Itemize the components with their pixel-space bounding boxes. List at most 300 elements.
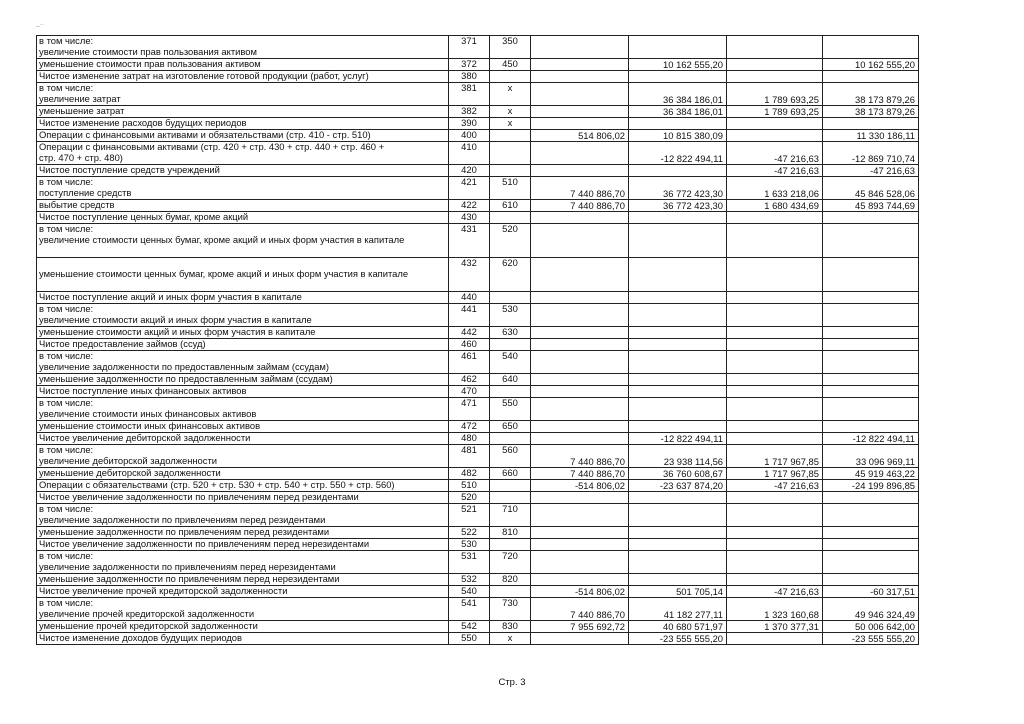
kosgu-code: 810 xyxy=(490,527,531,539)
amount-v1 xyxy=(531,339,629,351)
row-label xyxy=(37,258,449,292)
amount-v3 xyxy=(727,633,823,645)
amount-v1 xyxy=(531,224,629,258)
row-label-line: в том числе: xyxy=(39,303,94,314)
table-row xyxy=(37,224,919,258)
amount-v3: 1 370 377,31 xyxy=(727,621,823,633)
amount-v1 xyxy=(531,83,629,106)
row-label-line: увеличение стоимости иных финансовых активов xyxy=(39,408,257,419)
amount-v1: -514 806,02 xyxy=(531,586,629,598)
amount-v3 xyxy=(727,539,823,551)
amount-v3: -47 216,63 xyxy=(727,586,823,598)
row-label-line: в том числе: xyxy=(39,550,94,561)
table-row xyxy=(37,433,919,445)
amount-v3 xyxy=(727,224,823,258)
amount-v2 xyxy=(629,527,727,539)
amount-v3 xyxy=(727,492,823,504)
kosgu-code: 560 xyxy=(490,445,531,468)
kosgu-code: 610 xyxy=(490,200,531,212)
row-label xyxy=(37,212,449,224)
amount-v4 xyxy=(823,258,919,292)
row-code: 462 xyxy=(449,374,490,386)
table-row xyxy=(37,59,919,71)
row-code: 470 xyxy=(449,386,490,398)
amount-v2: 41 182 277,11 xyxy=(629,598,727,621)
kosgu-code: x xyxy=(490,83,531,106)
amount-v4 xyxy=(823,212,919,224)
amount-v2: 36 772 423,30 xyxy=(629,200,727,212)
kosgu-code: 720 xyxy=(490,551,531,574)
amount-v4: -12 869 710,74 xyxy=(823,142,919,165)
row-code: 521 xyxy=(449,504,490,527)
amount-v4 xyxy=(823,304,919,327)
table-row xyxy=(37,492,919,504)
row-label xyxy=(37,304,449,327)
amount-v3 xyxy=(727,374,823,386)
row-label-line: увеличение затрат xyxy=(39,93,121,104)
amount-v1 xyxy=(531,142,629,165)
row-label-line: уменьшение задолженности по предоставленным займам (ссудам) xyxy=(39,373,333,384)
row-code: 480 xyxy=(449,433,490,445)
row-label-line: Чистое увеличение задолженности по привлечениям перед резидентами xyxy=(39,491,359,502)
row-code: 431 xyxy=(449,224,490,258)
amount-v4 xyxy=(823,574,919,586)
amount-v3 xyxy=(727,258,823,292)
row-label-line: в том числе: xyxy=(39,503,94,514)
amount-v1 xyxy=(531,351,629,374)
row-label-line: в том числе: xyxy=(39,223,94,234)
amount-v2 xyxy=(629,351,727,374)
row-code: 530 xyxy=(449,539,490,551)
amount-v3 xyxy=(727,574,823,586)
amount-v2 xyxy=(629,374,727,386)
row-label xyxy=(37,551,449,574)
amount-v2: 501 705,14 xyxy=(629,586,727,598)
kosgu-code xyxy=(490,292,531,304)
kosgu-code xyxy=(490,586,531,598)
amount-v4 xyxy=(823,421,919,433)
row-label xyxy=(37,224,449,258)
amount-v2: 36 772 423,30 xyxy=(629,177,727,200)
row-label-line: в том числе: xyxy=(39,444,94,455)
amount-v1: 7 440 886,70 xyxy=(531,468,629,480)
amount-v2 xyxy=(629,212,727,224)
amount-v1 xyxy=(531,386,629,398)
row-label xyxy=(37,71,449,83)
row-code: 481 xyxy=(449,445,490,468)
amount-v4: 45 846 528,06 xyxy=(823,177,919,200)
amount-v4: 10 162 555,20 xyxy=(823,59,919,71)
amount-v1 xyxy=(531,551,629,574)
row-code: 430 xyxy=(449,212,490,224)
row-label xyxy=(37,598,449,621)
table-row xyxy=(37,142,919,165)
amount-v4 xyxy=(823,292,919,304)
amount-v4: 33 096 969,11 xyxy=(823,445,919,468)
amount-v1 xyxy=(531,504,629,527)
amount-v3 xyxy=(727,527,823,539)
row-label xyxy=(37,574,449,586)
row-code: 550 xyxy=(449,633,490,645)
row-label xyxy=(37,36,449,59)
row-label-line: увеличение стоимости прав пользования активом xyxy=(39,46,257,57)
kosgu-code: x xyxy=(490,633,531,645)
amount-v1: 7 440 886,70 xyxy=(531,200,629,212)
amount-v2 xyxy=(629,118,727,130)
table-row xyxy=(37,398,919,421)
amount-v3: 1 789 693,25 xyxy=(727,106,823,118)
row-label xyxy=(37,118,449,130)
amount-v3 xyxy=(727,327,823,339)
amount-v2: -23 637 874,20 xyxy=(629,480,727,492)
amount-v4: -23 555 555,20 xyxy=(823,633,919,645)
table-row xyxy=(37,586,919,598)
kosgu-code: 550 xyxy=(490,398,531,421)
row-label xyxy=(37,59,449,71)
row-code: 542 xyxy=(449,621,490,633)
kosgu-code: 620 xyxy=(490,258,531,292)
row-label-line: уменьшение задолженности по привлечениям перед резидентами xyxy=(39,526,330,537)
table-row xyxy=(37,200,919,212)
amount-v3 xyxy=(727,59,823,71)
amount-v3 xyxy=(727,398,823,421)
row-label-line: Чистое поступление акций и иных форм участия в капитале xyxy=(39,291,302,302)
kosgu-code: 660 xyxy=(490,468,531,480)
table-row xyxy=(37,292,919,304)
table-row xyxy=(37,130,919,142)
amount-v4: 45 893 744,69 xyxy=(823,200,919,212)
amount-v3: 1 680 434,69 xyxy=(727,200,823,212)
row-code: 510 xyxy=(449,480,490,492)
kosgu-code xyxy=(490,539,531,551)
amount-v1 xyxy=(531,292,629,304)
row-label-line: Чистое увеличение прочей кредиторской задолженности xyxy=(39,585,288,596)
kosgu-code: 830 xyxy=(490,621,531,633)
amount-v4 xyxy=(823,224,919,258)
row-label xyxy=(37,142,449,165)
amount-v1 xyxy=(531,574,629,586)
amount-v2 xyxy=(629,304,727,327)
row-label xyxy=(37,633,449,645)
report-table xyxy=(36,35,919,645)
amount-v3 xyxy=(727,386,823,398)
row-code: 422 xyxy=(449,200,490,212)
row-label xyxy=(37,177,449,200)
amount-v3 xyxy=(727,212,823,224)
amount-v2 xyxy=(629,551,727,574)
amount-v1 xyxy=(531,633,629,645)
row-label-line: уменьшение стоимости прав пользования активом xyxy=(39,58,261,69)
row-label-line: в том числе: xyxy=(39,35,94,46)
kosgu-code: 520 xyxy=(490,224,531,258)
row-label xyxy=(37,386,449,398)
table-row xyxy=(37,36,919,59)
amount-v2 xyxy=(629,492,727,504)
row-label xyxy=(37,527,449,539)
row-label xyxy=(37,539,449,551)
row-code: 522 xyxy=(449,527,490,539)
table-row xyxy=(37,71,919,83)
row-label xyxy=(37,165,449,177)
row-label xyxy=(37,504,449,527)
table-row xyxy=(37,445,919,468)
amount-v2 xyxy=(629,421,727,433)
amount-v2 xyxy=(629,224,727,258)
amount-v4 xyxy=(823,492,919,504)
row-label-line: уменьшение задолженности по привлечениям перед нерезидентами xyxy=(39,573,340,584)
row-label xyxy=(37,480,449,492)
table-row xyxy=(37,304,919,327)
amount-v3 xyxy=(727,292,823,304)
row-code: 541 xyxy=(449,598,490,621)
table-row xyxy=(37,480,919,492)
table-row xyxy=(37,551,919,574)
amount-v2 xyxy=(629,574,727,586)
amount-v1: 514 806,02 xyxy=(531,130,629,142)
amount-v4: 11 330 186,11 xyxy=(823,130,919,142)
kosgu-code: x xyxy=(490,118,531,130)
amount-v4 xyxy=(823,71,919,83)
amount-v3 xyxy=(727,433,823,445)
amount-v3: 1 789 693,25 xyxy=(727,83,823,106)
amount-v4 xyxy=(823,36,919,59)
amount-v4: 49 946 324,49 xyxy=(823,598,919,621)
amount-v1: -514 806,02 xyxy=(531,480,629,492)
kosgu-code: 650 xyxy=(490,421,531,433)
amount-v3 xyxy=(727,304,823,327)
row-code: 420 xyxy=(449,165,490,177)
amount-v1 xyxy=(531,374,629,386)
amount-v2: -23 555 555,20 xyxy=(629,633,727,645)
kosgu-code xyxy=(490,130,531,142)
row-label-line: Чистое изменение затрат на изготовление готовой продукции (работ, услуг) xyxy=(39,70,369,81)
row-label-line: стр. 470 + стр. 480) xyxy=(39,152,123,163)
row-code: 540 xyxy=(449,586,490,598)
row-label xyxy=(37,327,449,339)
cash-flow-report-table xyxy=(36,35,918,645)
amount-v4: -47 216,63 xyxy=(823,165,919,177)
amount-v3: 1 633 218,06 xyxy=(727,177,823,200)
amount-v3 xyxy=(727,118,823,130)
amount-v1 xyxy=(531,258,629,292)
row-code: 472 xyxy=(449,421,490,433)
row-label xyxy=(37,83,449,106)
amount-v2 xyxy=(629,292,727,304)
amount-v3: -47 216,63 xyxy=(727,142,823,165)
row-label-line: уменьшение стоимости акций и иных форм участия в капитале xyxy=(39,326,316,337)
kosgu-code: 540 xyxy=(490,351,531,374)
amount-v1 xyxy=(531,36,629,59)
amount-v1 xyxy=(531,398,629,421)
amount-v4 xyxy=(823,527,919,539)
row-label-line: Операции с финансовыми активами (стр. 420 + стр. 430 + стр. 440 + стр. 460 + xyxy=(39,141,385,152)
table-row xyxy=(37,327,919,339)
row-label xyxy=(37,492,449,504)
amount-v3 xyxy=(727,421,823,433)
amount-v3 xyxy=(727,71,823,83)
row-label-line: уменьшение затрат xyxy=(39,105,125,116)
amount-v3 xyxy=(727,351,823,374)
amount-v4: 45 919 463,22 xyxy=(823,468,919,480)
amount-v4 xyxy=(823,339,919,351)
row-label-line: Чистое поступление иных финансовых активов xyxy=(39,385,247,396)
row-label xyxy=(37,586,449,598)
amount-v4 xyxy=(823,398,919,421)
amount-v3 xyxy=(727,130,823,142)
row-label-line: увеличение задолженности по привлечениям перед резидентами xyxy=(39,514,326,525)
table-row xyxy=(37,165,919,177)
report-rows xyxy=(37,36,919,645)
table-row xyxy=(37,374,919,386)
amount-v2 xyxy=(629,504,727,527)
row-label-line: поступление средств xyxy=(39,187,132,198)
kosgu-code xyxy=(490,480,531,492)
amount-v4 xyxy=(823,539,919,551)
amount-v3: 1 323 160,68 xyxy=(727,598,823,621)
amount-v1 xyxy=(531,106,629,118)
row-label-line: уменьшение стоимости ценных бумаг, кроме акций и иных форм участия в капитале xyxy=(39,268,409,279)
table-row xyxy=(37,83,919,106)
kosgu-code: 530 xyxy=(490,304,531,327)
row-code: 520 xyxy=(449,492,490,504)
amount-v4: -12 822 494,11 xyxy=(823,433,919,445)
row-label xyxy=(37,339,449,351)
row-code: 432 xyxy=(449,258,490,292)
row-label-line: в том числе: xyxy=(39,350,94,361)
row-label-line: Чистое увеличение задолженности по привлечениям перед нерезидентами xyxy=(39,538,370,549)
row-label xyxy=(37,200,449,212)
table-row xyxy=(37,258,919,292)
amount-v2: 36 384 186,01 xyxy=(629,83,727,106)
amount-v1 xyxy=(531,165,629,177)
page-number: Стр. 3 xyxy=(498,677,526,688)
row-label-line: Чистое предоставление займов (ссуд) xyxy=(39,338,206,349)
row-label xyxy=(37,421,449,433)
amount-v2 xyxy=(629,258,727,292)
row-label xyxy=(37,374,449,386)
amount-v4: -24 199 896,85 xyxy=(823,480,919,492)
row-label-line: увеличение задолженности по привлечениям перед нерезидентами xyxy=(39,561,336,572)
row-label-line: Операции с обязательствами (стр. 520 + стр. 530 + стр. 540 + стр. 550 + стр. 560) xyxy=(39,479,395,490)
row-label-line: увеличение прочей кредиторской задолженности xyxy=(39,608,255,619)
row-code: 390 xyxy=(449,118,490,130)
kosgu-code: 640 xyxy=(490,374,531,386)
row-label xyxy=(37,433,449,445)
amount-v3 xyxy=(727,551,823,574)
table-row xyxy=(37,504,919,527)
table-row xyxy=(37,118,919,130)
amount-v4 xyxy=(823,374,919,386)
amount-v1 xyxy=(531,433,629,445)
kosgu-code: x xyxy=(490,106,531,118)
kosgu-code: 630 xyxy=(490,327,531,339)
amount-v2 xyxy=(629,36,727,59)
amount-v2: -12 822 494,11 xyxy=(629,142,727,165)
table-row xyxy=(37,539,919,551)
row-label-line: уменьшение стоимости иных финансовых активов xyxy=(39,420,261,431)
amount-v2: 23 938 114,56 xyxy=(629,445,727,468)
row-code: 482 xyxy=(449,468,490,480)
amount-v1 xyxy=(531,304,629,327)
table-row xyxy=(37,574,919,586)
row-label-line: Чистое изменение расходов будущих периодов xyxy=(39,117,247,128)
amount-v2 xyxy=(629,327,727,339)
amount-v2: 36 760 608,67 xyxy=(629,468,727,480)
kosgu-code: 450 xyxy=(490,59,531,71)
row-label-line: Чистое поступление ценных бумаг, кроме акций xyxy=(39,211,249,222)
row-label-line: в том числе: xyxy=(39,176,94,187)
amount-v3: -47 216,63 xyxy=(727,165,823,177)
row-code: 421 xyxy=(449,177,490,200)
row-label-line: уменьшение прочей кредиторской задолженности xyxy=(39,620,258,631)
row-code: 382 xyxy=(449,106,490,118)
row-label xyxy=(37,351,449,374)
amount-v4: -60 317,51 xyxy=(823,586,919,598)
row-code: 532 xyxy=(449,574,490,586)
kosgu-code: 730 xyxy=(490,598,531,621)
amount-v1: 7 955 692,72 xyxy=(531,621,629,633)
row-code: 371 xyxy=(449,36,490,59)
row-code: 400 xyxy=(449,130,490,142)
amount-v1 xyxy=(531,421,629,433)
kosgu-code xyxy=(490,492,531,504)
amount-v2: -12 822 494,11 xyxy=(629,433,727,445)
amount-v1 xyxy=(531,59,629,71)
row-code: 440 xyxy=(449,292,490,304)
kosgu-code: 820 xyxy=(490,574,531,586)
row-label-line: увеличение дебиторской задолженности xyxy=(39,455,217,466)
amount-v3 xyxy=(727,504,823,527)
kosgu-code xyxy=(490,142,531,165)
amount-v4 xyxy=(823,327,919,339)
amount-v2: 36 384 186,01 xyxy=(629,106,727,118)
amount-v4 xyxy=(823,118,919,130)
row-label-line: увеличение стоимости акций и иных форм участия в капитале xyxy=(39,314,312,325)
row-label-line: выбытие средств xyxy=(39,199,115,210)
row-label xyxy=(37,292,449,304)
amount-v2 xyxy=(629,386,727,398)
table-row xyxy=(37,351,919,374)
table-row xyxy=(37,106,919,118)
amount-v1: 7 440 886,70 xyxy=(531,445,629,468)
amount-v3: 1 717 967,85 xyxy=(727,468,823,480)
amount-v1 xyxy=(531,539,629,551)
table-row xyxy=(37,386,919,398)
amount-v4 xyxy=(823,551,919,574)
amount-v1 xyxy=(531,527,629,539)
table-row xyxy=(37,633,919,645)
row-code: 410 xyxy=(449,142,490,165)
row-label-line: в том числе: xyxy=(39,82,94,93)
row-code: 381 xyxy=(449,83,490,106)
amount-v4: 50 006 642,00 xyxy=(823,621,919,633)
kosgu-code xyxy=(490,71,531,83)
amount-v2 xyxy=(629,165,727,177)
row-label-line xyxy=(39,280,446,291)
amount-v1 xyxy=(531,212,629,224)
row-label xyxy=(37,106,449,118)
amount-v2: 10 162 555,20 xyxy=(629,59,727,71)
row-label-line: в том числе: xyxy=(39,597,94,608)
row-label xyxy=(37,445,449,468)
amount-v4: 38 173 879,26 xyxy=(823,106,919,118)
kosgu-code: 350 xyxy=(490,36,531,59)
row-label xyxy=(37,468,449,480)
row-label-line: Чистое увеличение дебиторской задолженности xyxy=(39,432,251,443)
amount-v3 xyxy=(727,36,823,59)
amount-v2 xyxy=(629,339,727,351)
amount-v2: 40 680 571,97 xyxy=(629,621,727,633)
